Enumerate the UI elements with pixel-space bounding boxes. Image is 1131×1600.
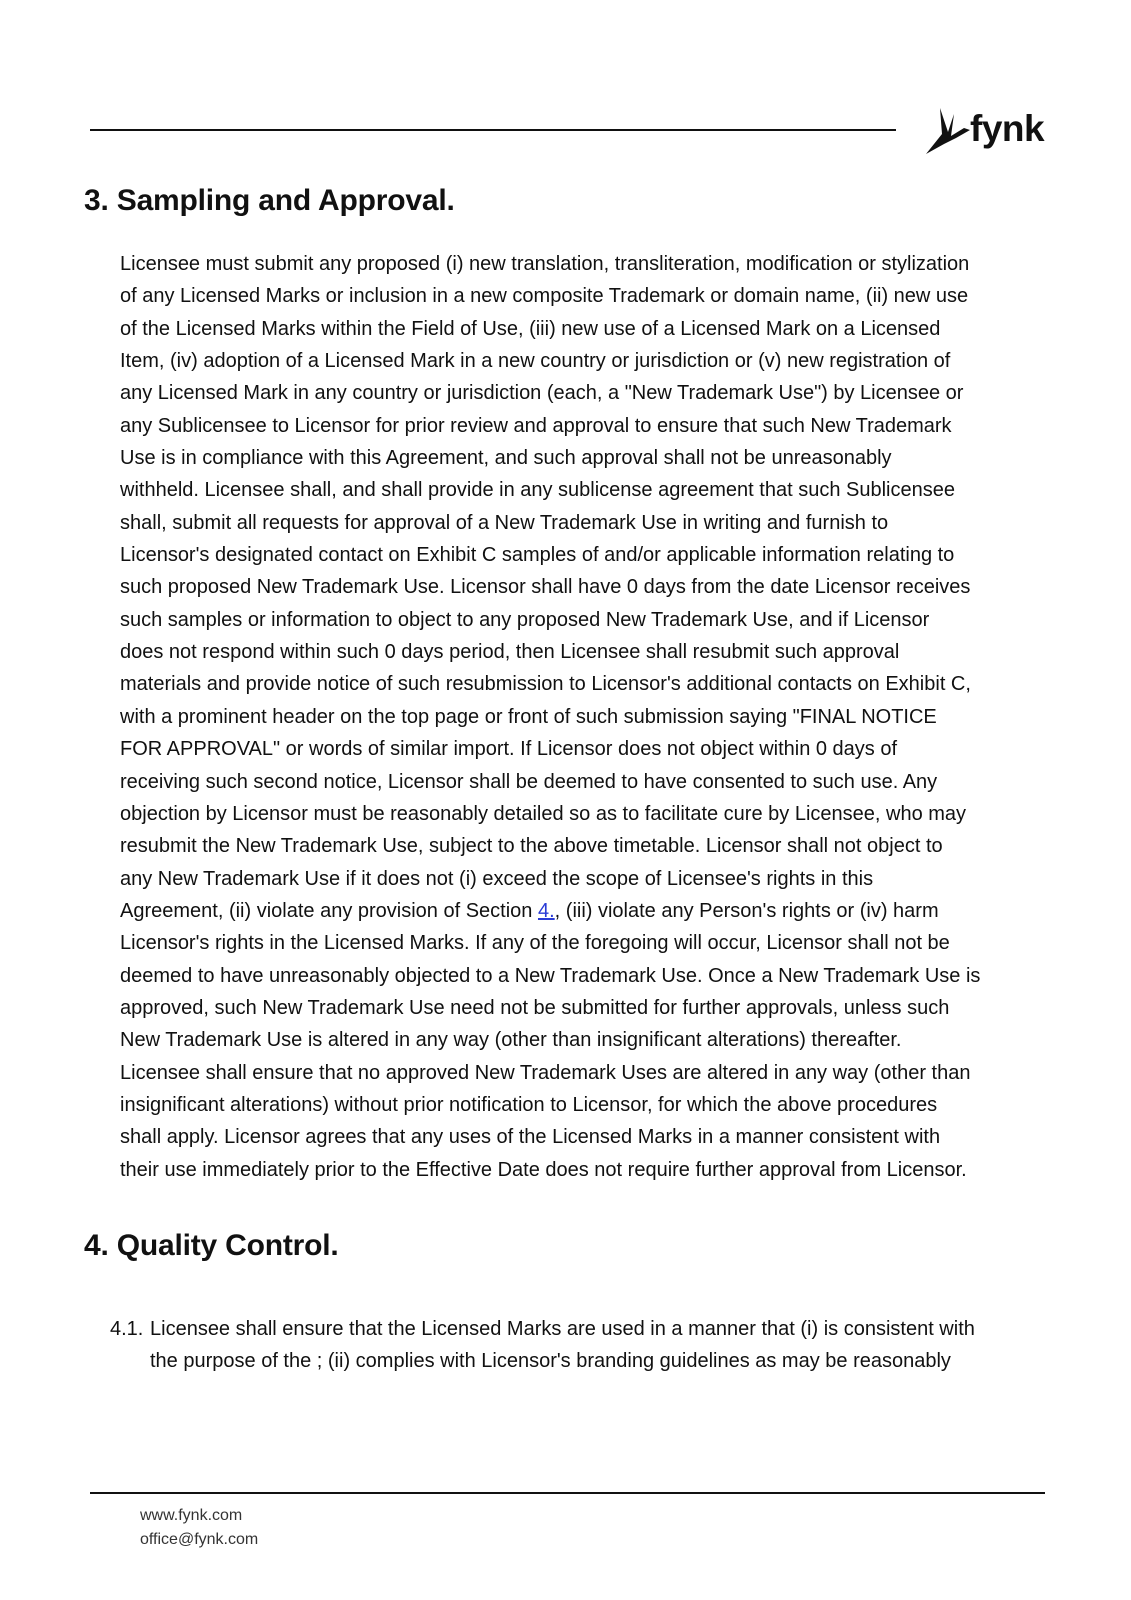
clause-number: 4.1. (110, 1318, 144, 1340)
paragraph-line: does not respond within such 0 days period, then Licensee shall resubmit such approval (120, 641, 900, 664)
clause-line: the purpose of the ; (ii) complies with Licensor's branding guidelines as may be reasonably (150, 1350, 951, 1373)
section-4-heading: 4. Quality Control. (84, 1229, 339, 1262)
footer (140, 1504, 258, 1552)
paragraph-line: their use immediately prior to the Effective Date does not require further approval from Licensor. (120, 1158, 967, 1181)
header-divider (90, 129, 896, 131)
paragraph-line: of the Licensed Marks within the Field of Use, (iii) new use of a Licensed Mark on a Licensed (120, 317, 941, 340)
paragraph-line: withheld. Licensee shall, and shall provide in any sublicense agreement that such Sublicensee (120, 479, 955, 502)
paragraph-line-with-link (120, 895, 1048, 927)
paragraph-line: such samples or information to object to any proposed New Trademark Use, and if Licensor (120, 608, 930, 631)
footer-website: www.fynk.com (140, 1507, 243, 1524)
paragraph-line: objection by Licensor must be reasonably detailed so as to facilitate cure by Licensee, who may (120, 802, 967, 825)
paragraph-line: Licensee shall ensure that no approved New Trademark Uses are altered in any way (other than (120, 1061, 971, 1084)
link-line-after: , (iii) violate any Person's rights or (iv) harm (554, 899, 939, 922)
paragraph-line: shall, submit all requests for approval of a New Trademark Use in writing and furnish to (120, 511, 889, 534)
paragraph-line: Use is in compliance with this Agreement, and such approval shall not be unreasonably (120, 447, 892, 470)
paragraph-line: New Trademark Use is altered in any way (other than insignificant alterations) thereafter. (120, 1029, 902, 1052)
brand-name: fynk (970, 108, 1045, 149)
paragraph-line: receiving such second notice, Licensor shall be deemed to have consented to such use. Any (120, 770, 938, 793)
link-line-before: Agreement, (ii) violate any provision of Section (120, 899, 538, 922)
paragraph-line: with a prominent header on the top page or front of such submission saying "FINAL NOTICE (120, 705, 937, 728)
paragraph-line: insignificant alterations) without prior notification to Licensor, for which the above procedures (120, 1093, 938, 1116)
section-4-link[interactable]: 4. (537, 899, 555, 922)
section-3-heading: 3. Sampling and Approval. (84, 184, 455, 217)
paragraph-line: any Sublicensee to Licensor for prior review and approval to ensure that such New Trademark (120, 414, 952, 437)
paragraph-line: materials and provide notice of such resubmission to Licensor's additional contacts on Exhibit C, (120, 673, 971, 696)
paragraph-line: Licensor's designated contact on Exhibit C samples of and/or applicable information relating to (120, 544, 955, 567)
paragraph-line: any Licensed Mark in any country or jurisdiction (each, a "New Trademark Use") by Licensee or (120, 382, 964, 405)
paragraph-line: approved, such New Trademark Use need not be submitted for further approvals, unless such (120, 996, 950, 1019)
paragraph-line: such proposed New Trademark Use. Licensor shall have 0 days from the date Licensor receives (120, 576, 971, 599)
paragraph-line: Licensor's rights in the Licensed Marks. If any of the foregoing will occur, Licensor shall not be (120, 932, 950, 955)
paragraph-line: resubmit the New Trademark Use, subject to the above timetable. Licensor shall not object to (120, 835, 943, 858)
paragraph-line: of any Licensed Marks or inclusion in a new composite Trademark or domain name, (ii) new use (120, 285, 969, 308)
clause-line: Licensee shall ensure that the Licensed Marks are used in a manner that (i) is consistent with (150, 1318, 975, 1340)
footer-email: office@fynk.com (140, 1531, 259, 1548)
footer-divider (90, 1492, 1045, 1494)
paragraph-line: any New Trademark Use if it does not (i) exceed the scope of Licensee's rights in this (120, 867, 874, 890)
clause-text (150, 1313, 1040, 1378)
paragraph-line: shall apply. Licensor agrees that any uses of the Licensed Marks in a manner consistent with (120, 1126, 941, 1149)
section-3-paragraph (120, 248, 1048, 1186)
bird-logo-icon (920, 104, 972, 160)
fynk-logo (920, 104, 1044, 160)
paragraph-line: deemed to have unreasonably objected to a New Trademark Use. Once a New Trademark Use is (120, 964, 981, 987)
paragraph-line: Item, (iv) adoption of a Licensed Mark in a new country or jurisdiction or (v) new registration of (120, 350, 951, 373)
paragraph-line: Licensee must submit any proposed (i) new translation, transliteration, modification or stylization (120, 253, 970, 275)
paragraph-line: FOR APPROVAL" or words of similar import. If Licensor does not object within 0 days of (120, 738, 898, 761)
